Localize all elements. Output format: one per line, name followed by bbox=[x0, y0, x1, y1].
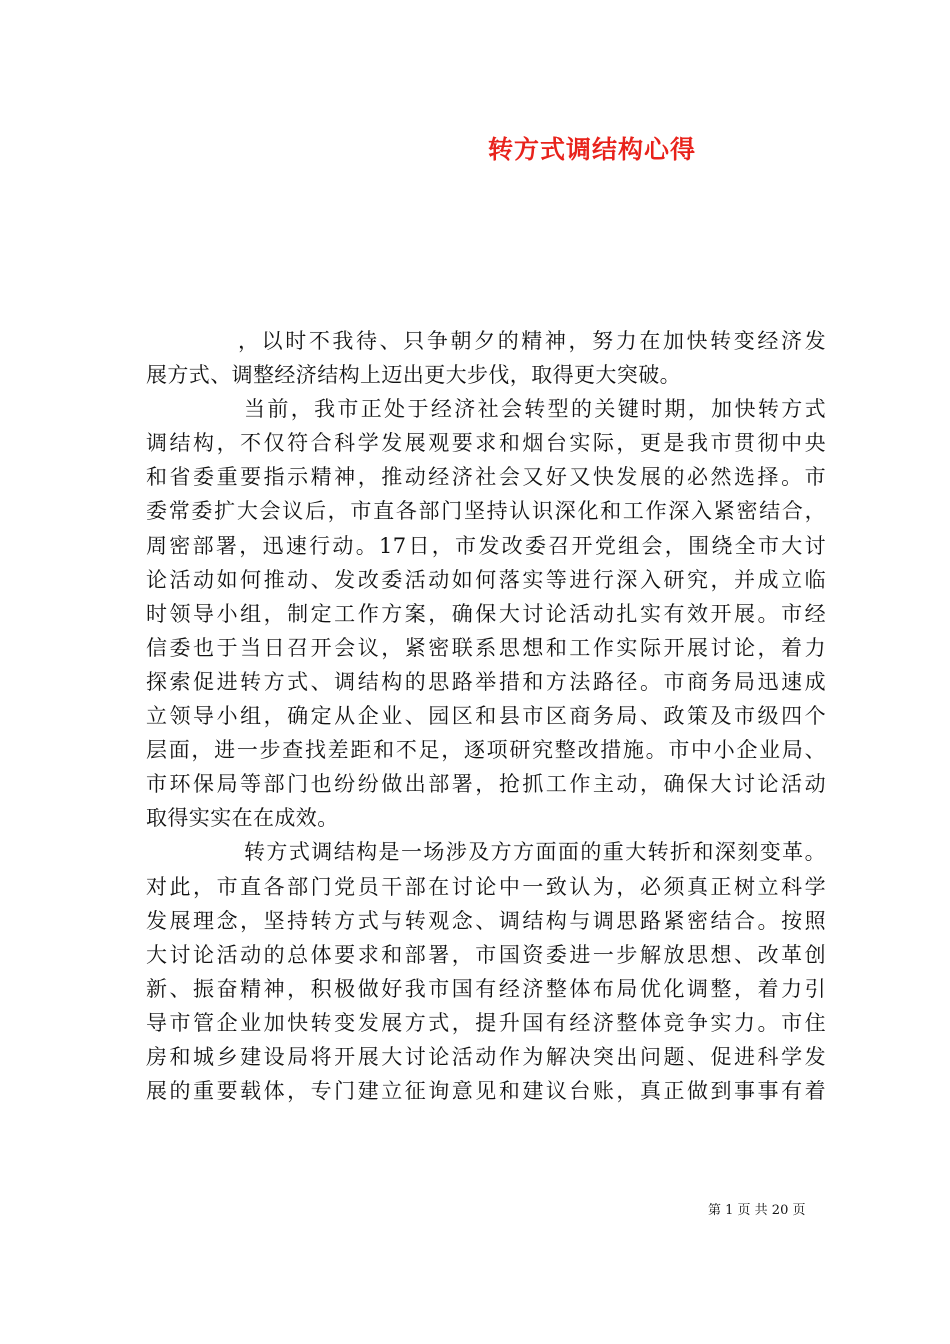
text-line: 市环保局等部门也纷纷做出部署，抢抓工作主动，确保大讨论活动 bbox=[146, 772, 826, 797]
text-line: 时领导小组，制定工作方案，确保大讨论活动扎实有效开展。市经 bbox=[146, 601, 826, 626]
text-line: 导市管企业加快转变发展方式，提升国有经济整体竞争实力。市住 bbox=[146, 1010, 826, 1035]
text-line: 转方式调结构是一场涉及方方面面的重大转折和深刻变革。 bbox=[244, 840, 826, 865]
text-line: ，以时不我待、只争朝夕的精神，努力在加快转变经济发 bbox=[238, 329, 826, 353]
text-line: 当前，我市正处于经济社会转型的关键时期，加快转方式 bbox=[244, 397, 826, 422]
text-line: 论活动如何推动、发改委活动如何落实等进行深入研究，并成立临 bbox=[146, 567, 826, 592]
text-line: 展的重要载体，专门建立征询意见和建议台账，真正做到事事有着 bbox=[146, 1079, 826, 1104]
text-line: 新、振奋精神，积极做好我市国有经济整体布局优化调整，着力引 bbox=[146, 976, 826, 1001]
document-body bbox=[146, 324, 826, 1108]
text-line: 取得实实在在成效。 bbox=[146, 806, 339, 831]
text-line: 和省委重要指示精神，推动经济社会又好又快发展的必然选择。市 bbox=[146, 465, 826, 490]
text-line: 周密部署，迅速行动。17日，市发改委召开党组会，围绕全市大讨 bbox=[146, 533, 826, 558]
text-line: 立领导小组，确定从企业、园区和县市区商务局、政策及市级四个 bbox=[146, 704, 826, 729]
text-line: 展方式、调整经济结构上迈出更大步伐，取得更大突破。 bbox=[146, 363, 681, 388]
text-line: 层面，进一步查找差距和不足，逐项研究整改措施。市中小企业局、 bbox=[146, 738, 826, 763]
text-line: 信委也于当日召开会议，紧密联系思想和工作实际开展讨论，着力 bbox=[146, 635, 826, 660]
text-line: 发展理念，坚持转方式与转观念、调结构与调思路紧密结合。按照 bbox=[146, 908, 826, 933]
text-line: 房和城乡建设局将开展大讨论活动作为解决突出问题、促进科学发 bbox=[146, 1044, 826, 1069]
page-number: 第 1 页 共 20 页 bbox=[708, 1203, 806, 1218]
text-line: 调结构，不仅符合科学发展观要求和烟台实际，更是我市贯彻中央 bbox=[146, 431, 826, 456]
text-line: 探索促进转方式、调结构的思路举措和方法路径。市商务局迅速成 bbox=[146, 669, 826, 694]
text-line: 委常委扩大会议后，市直各部门坚持认识深化和工作深入紧密结合， bbox=[146, 499, 826, 524]
text-line: 大讨论活动的总体要求和部署，市国资委进一步解放思想、改革创 bbox=[146, 942, 826, 967]
text-line: 对此，市直各部门党员干部在讨论中一致认为，必须真正树立科学 bbox=[146, 874, 826, 899]
document-title: 转方式调结构心得 bbox=[488, 135, 697, 164]
